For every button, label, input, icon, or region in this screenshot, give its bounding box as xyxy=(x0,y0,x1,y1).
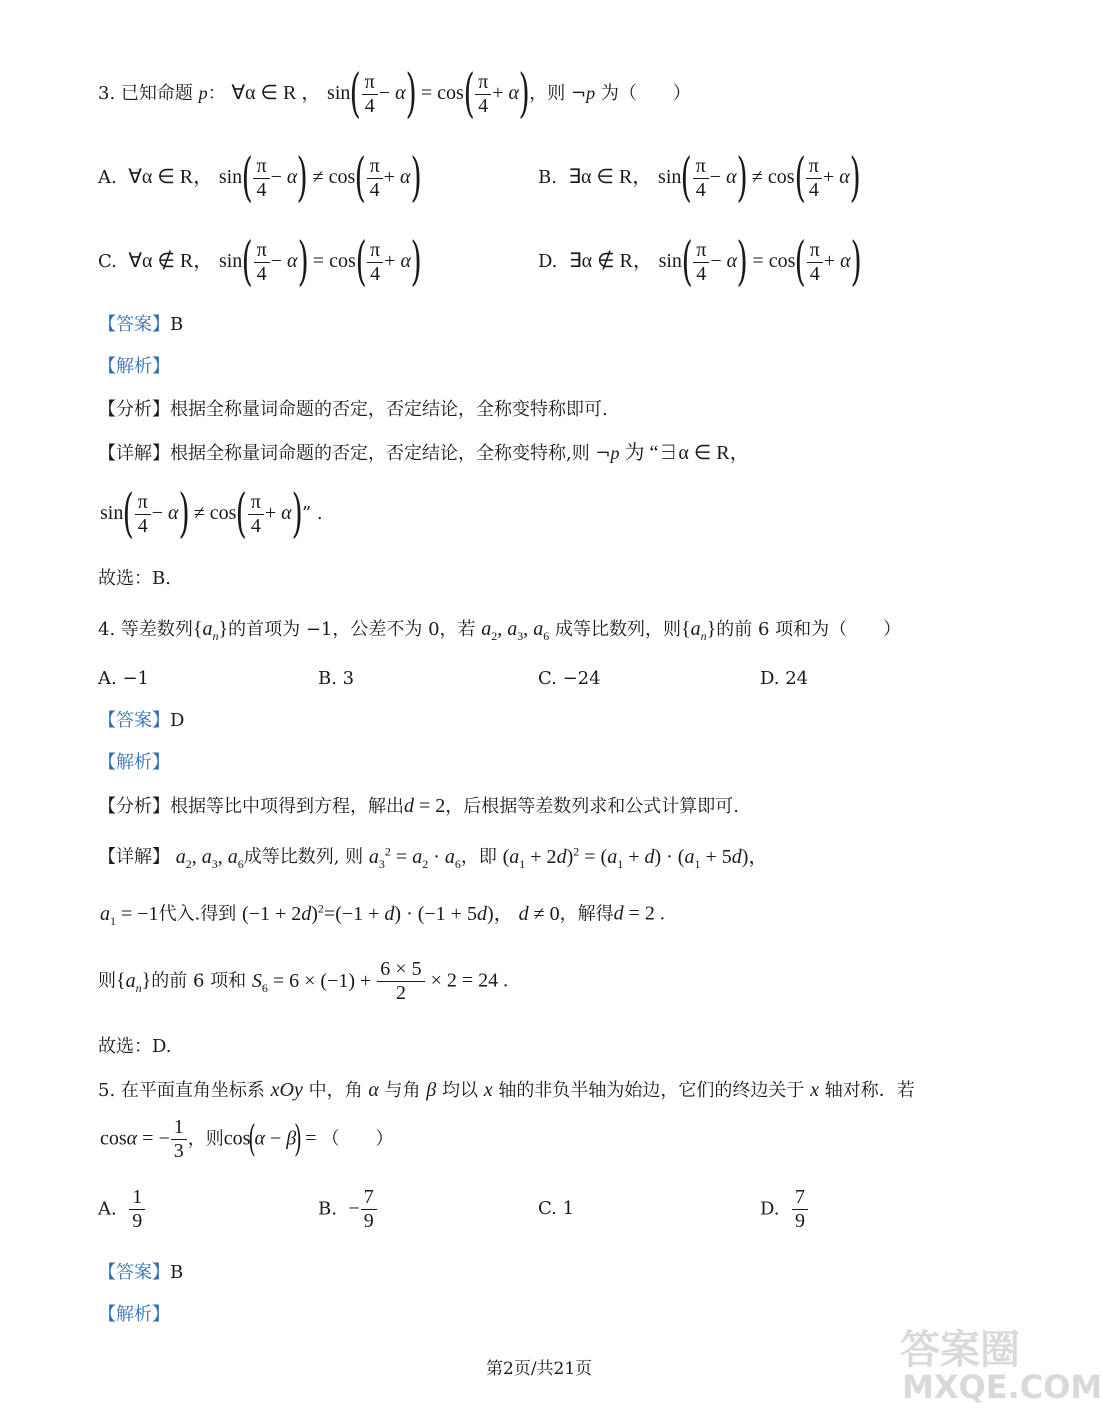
answer-tag: 【答案】 xyxy=(98,314,170,335)
q4-option-a: A. −1 xyxy=(98,668,149,689)
q4-xiangjie: 【详解】 $a_2$, $a_3$, $a_6$成等比数列, 则 $a_3^2 = a_2 \cdot a_6$，即 $(a_1 + 2d)^2 = (a_1 + d) \cdot (a_1 + 5d)$， xyxy=(98,844,769,871)
q3-option-c: C. ∀α ∉ R， sin( $\frac{\pi}{4}$ − α) = cos( $\frac{\pi}{4}$ + α) xyxy=(98,232,422,292)
q4-choose: 故选：D. xyxy=(98,1036,172,1057)
q5-option-c: C. 1 xyxy=(538,1198,575,1219)
q4-analysis-tag: 【解析】 xyxy=(98,752,170,773)
q3-answer: 【答案】B xyxy=(98,314,184,335)
q3-option-d: D. ∃α ∉ R， sin( $\frac{\pi}{4}$ − α) = cos( $\frac{\pi}{4}$ + α) xyxy=(538,232,862,292)
q3-stem: 3. 已知命题 p： ∀α ∈ R ， sin( $\frac{\pi}{4}$ − α) = cos( $\frac{\pi}{4}$ + α)，则 ¬p 为（ ） xyxy=(98,64,691,124)
watermark-top: 答案圈 xyxy=(900,1327,1020,1373)
q4-fenxi: 【分析】根据等比中项得到方程，解出d = 2，后根据等差数列求和公式计算即可. xyxy=(98,795,740,817)
q3-option-b: B. ∃α ∈ R， sin( $\frac{\pi}{4}$ − α) ≠ cos( $\frac{\pi}{4}$ + α) xyxy=(538,148,861,208)
q3-choose: 故选：B. xyxy=(98,568,171,589)
q3-option-a: A. ∀α ∈ R， sin( $\frac{\pi}{4}$ − α) ≠ cos( $\frac{\pi}{4}$ + α) xyxy=(98,148,422,208)
q4-option-c: C. −24 xyxy=(538,668,601,689)
q5-analysis-tag: 【解析】 xyxy=(98,1304,170,1325)
q5-option-b: B. − $\frac{7}{9}$ xyxy=(318,1186,378,1233)
q4-xiangjie-line2: $a_1 = -1$代入.得到 $(-1 + 2d)^2=(-1 + d) \cdot (-1 + 5d)$， d ≠ 0，解得d = 2 . xyxy=(100,901,665,928)
q4-stem: 4. 等差数列$\{a_n\}$的首项为 −1，公差不为 0，若 $a_2$, $a_3$, $a_6$ 成等比数列，则$\{a_n\}$的前 6 项和为（ ） xyxy=(98,618,902,643)
q4-answer: 【答案】D xyxy=(98,710,185,731)
q4-xiangjie-line3: 则$\{a_n\}$的前 6 项和 $S_6 = 6 \times (-1)$ + $\frac{6 \times 5}{2}$ × 2 = 24 . xyxy=(98,958,509,1004)
page-number: 第2页/共21页 xyxy=(486,1359,593,1379)
q5-option-a: A. $\frac{1}{9}$ xyxy=(98,1186,146,1233)
q5-answer: 【答案】B xyxy=(98,1262,184,1283)
q5-option-d: D. $\frac{7}{9}$ xyxy=(760,1186,809,1233)
q5-stem-line2: cosα = − $\frac{1}{3}$ ，则cos(α − β) = （ ） xyxy=(100,1116,394,1162)
q3-fenxi: 【分析】根据全称量词命题的否定，否定结论，全称变特称即可. xyxy=(98,399,608,420)
q3-xiangjie-line2: sin( $\frac{\pi}{4}$ − α) ≠ cos( $\frac{\pi}{4}$ + α)” . xyxy=(100,484,323,544)
q4-option-d: D. 24 xyxy=(760,668,809,689)
q3-xiangjie: 【详解】根据全称量词命题的否定，否定结论，全称变特称,则 ¬p 为 “∃α ∈ R， xyxy=(98,442,750,464)
watermark-bottom: MXQE.COM xyxy=(902,1368,1102,1406)
q4-option-b: B. 3 xyxy=(318,668,355,689)
q3-analysis-tag: 【解析】 xyxy=(98,356,170,377)
q5-stem: 5. 在平面直角坐标系 xOy 中，角 α 与角 β 均以 x 轴的非负半轴为始边，它们的终边关于 x 轴对称．若 xyxy=(98,1079,915,1101)
